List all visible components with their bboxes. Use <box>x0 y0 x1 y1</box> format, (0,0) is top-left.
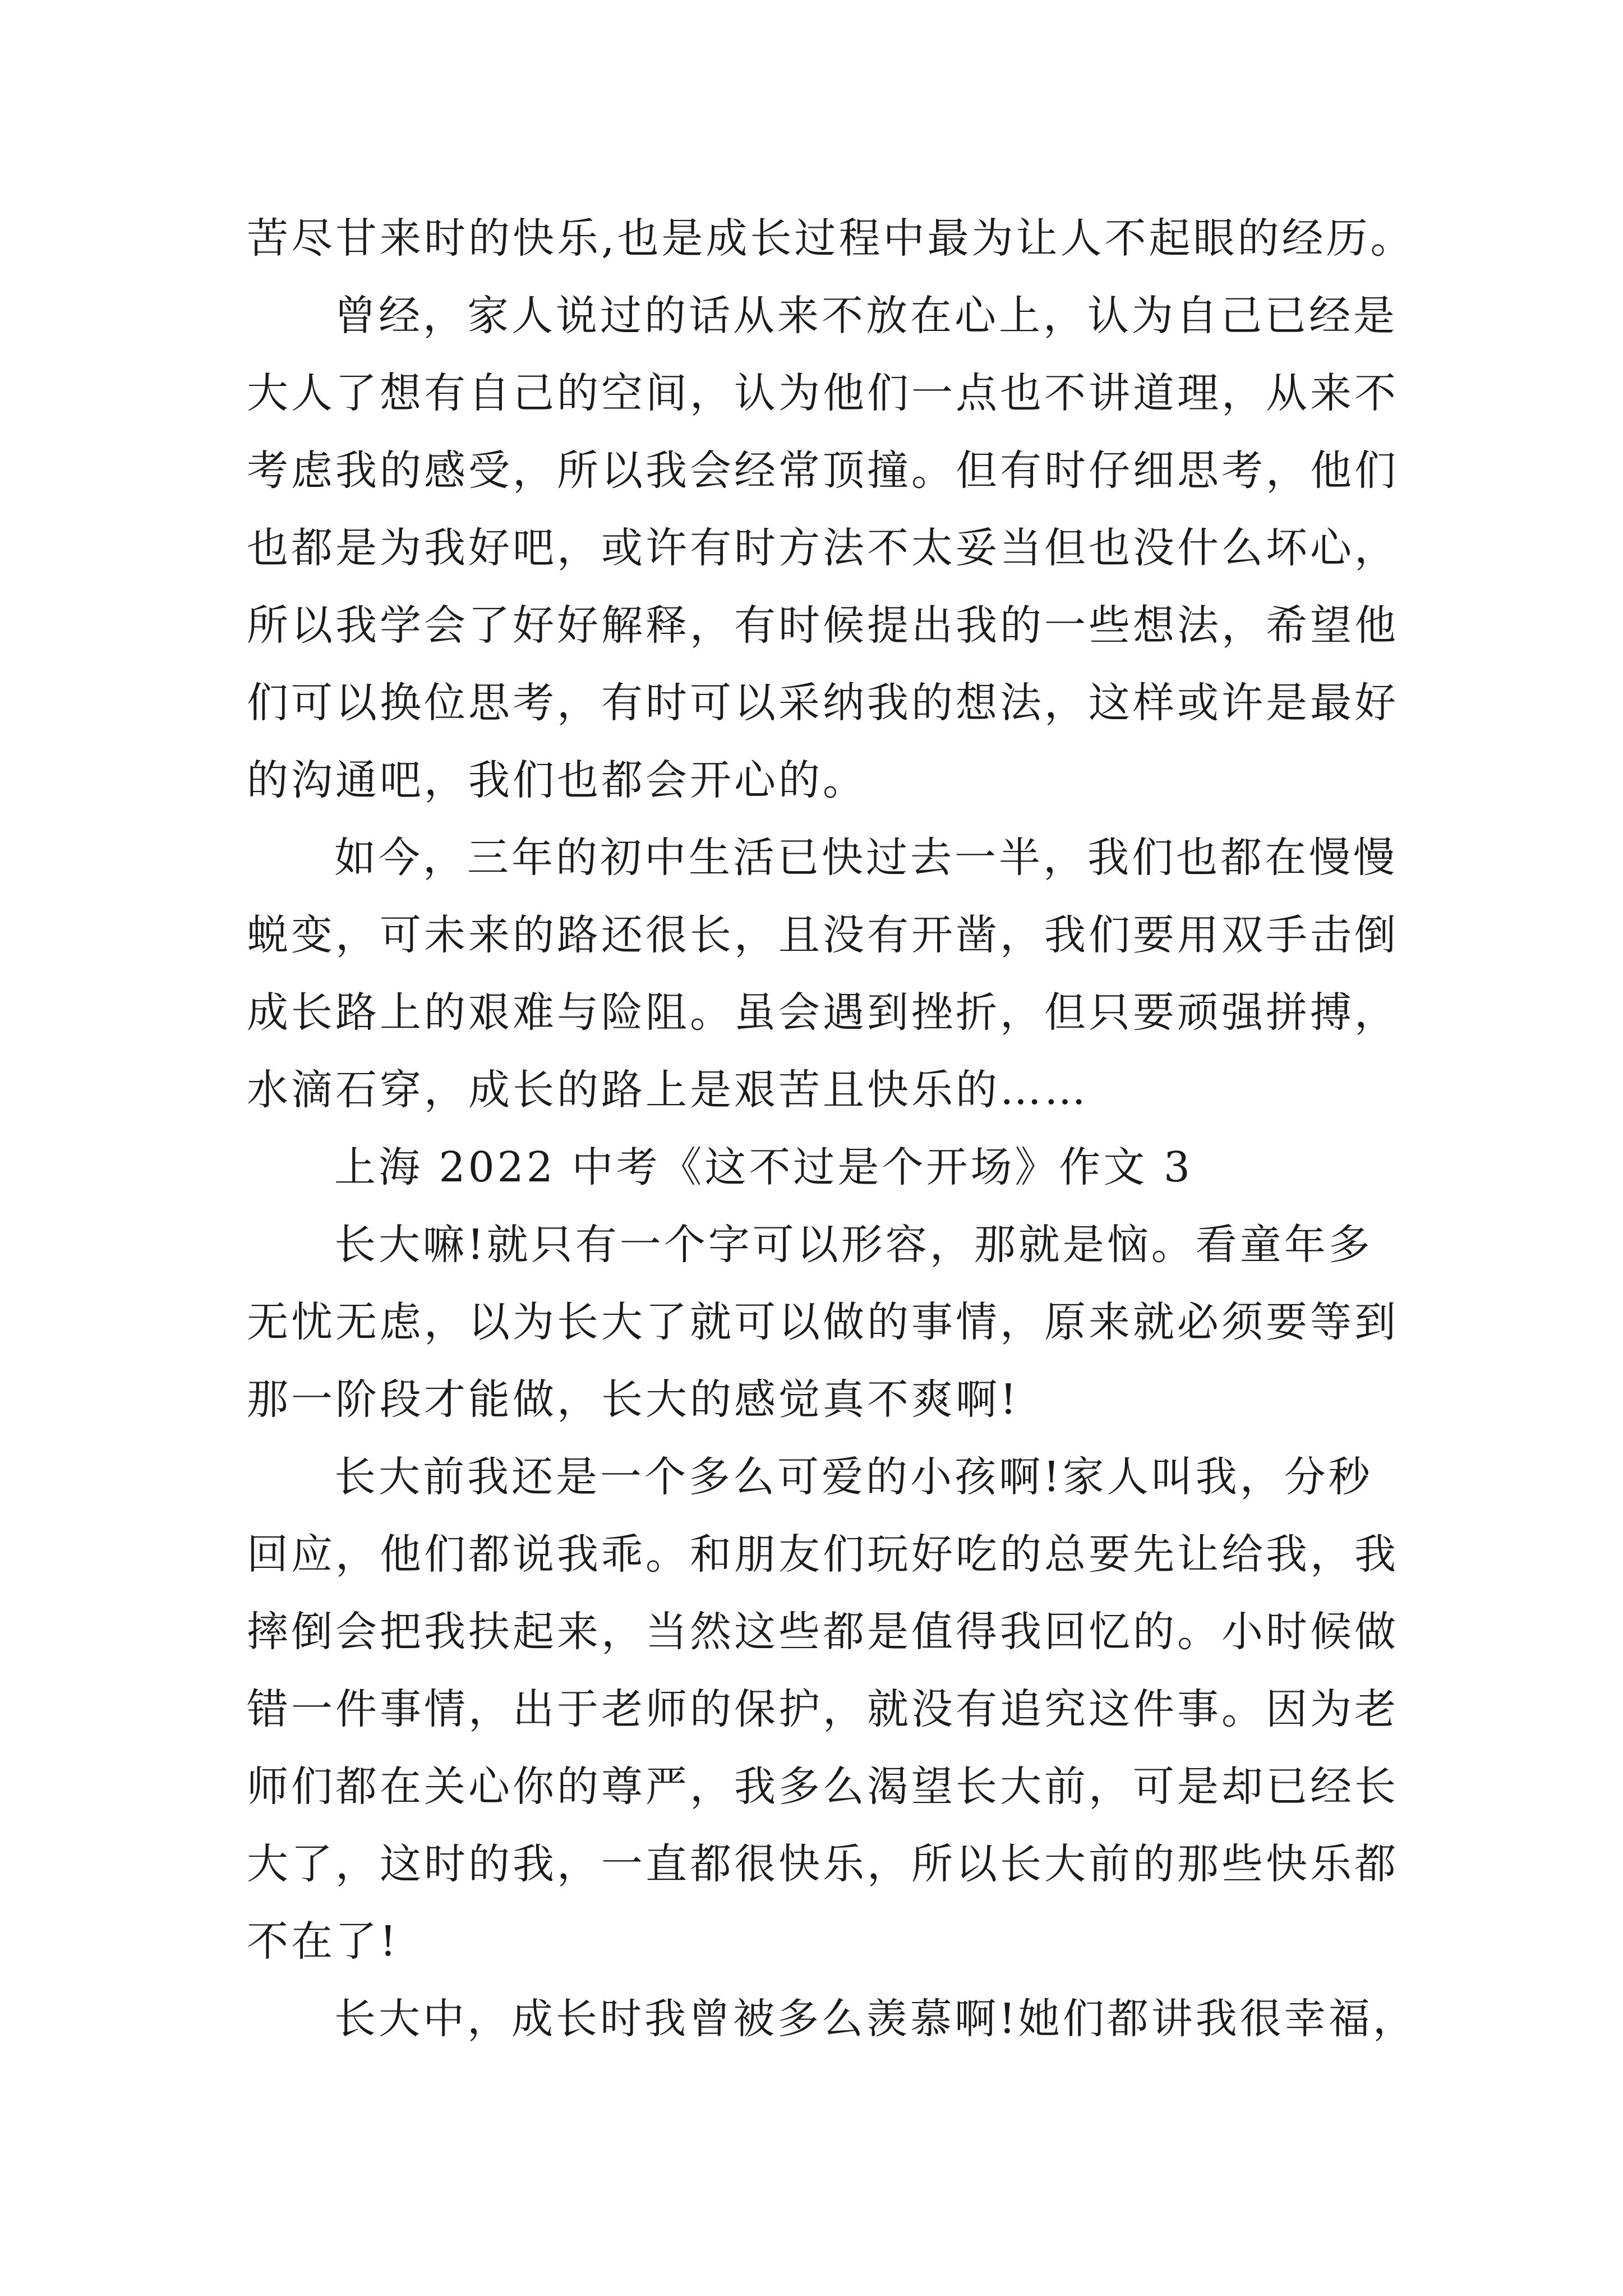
text-line: 水滴石穿，成长的路上是艰苦且快乐的…… <box>247 1066 1089 1114</box>
text-line: 大了，这时的我，一直都很快乐，所以长大前的那些快乐都 <box>247 1840 1399 1888</box>
section-heading: 上海 2022 中考《这不过是个开场》作文 3 <box>334 1143 1193 1191</box>
text-line: 大人了想有自己的空间，认为他们一点也不讲道理，从来不 <box>247 369 1399 417</box>
text-line: 师们都在关心你的尊严，我多么渴望长大前，可是却已经长 <box>247 1763 1399 1811</box>
paragraph-start-line: 曾经，家人说过的话从来不放在心上，认为自己已经是 <box>334 292 1398 340</box>
text-line: 的沟通吧，我们也都会开心的。 <box>247 756 867 804</box>
text-line: 蜕变，可未来的路还很长，且没有开凿，我们要用双手击倒 <box>247 911 1399 959</box>
paragraph-start-line: 长大嘛!就只有一个字可以形容，那就是恼。看童年多 <box>334 1221 1373 1269</box>
text-line: 们可以换位思考，有时可以采纳我的想法，这样或许是最好 <box>247 679 1399 727</box>
text-line: 所以我学会了好好解释，有时候提出我的一些想法，希望他 <box>247 601 1399 650</box>
text-line: 错一件事情，出于老师的保护，就没有追究这件事。因为老 <box>247 1685 1399 1733</box>
text-line: 回应，他们都说我乖。和朋友们玩好吃的总要先让给我，我 <box>247 1530 1399 1579</box>
text-line: 苦尽甘来时的快乐,也是成长过程中最为让人不起眼的经历。 <box>247 214 1415 263</box>
paragraph-start-line: 长大前我还是一个多么可爱的小孩啊!家人叫我，分秒 <box>334 1453 1373 1501</box>
text-line: 也都是为我好吧，或许有时方法不太妥当但也没什么坏心， <box>247 524 1399 572</box>
text-line: 不在了! <box>247 1917 399 1966</box>
text-line: 摔倒会把我扶起来，当然这些都是值得我回忆的。小时候做 <box>247 1608 1399 1656</box>
text-line: 成长路上的艰难与险阻。虽会遇到挫折，但只要顽强拼搏， <box>247 988 1399 1037</box>
paragraph-start-line: 如今，三年的初中生活已快过去一半，我们也都在慢慢 <box>334 834 1398 882</box>
paragraph-start-line: 长大中，成长时我曾被多么羡慕啊!她们都讲我很幸福， <box>334 1995 1417 2043</box>
text-line: 考虑我的感受，所以我会经常顶撞。但有时仔细思考，他们 <box>247 447 1399 495</box>
text-line: 无忧无虑，以为长大了就可以做的事情，原来就必须要等到 <box>247 1298 1399 1346</box>
text-line: 那一阶段才能做，长大的感觉真不爽啊! <box>247 1375 1020 1424</box>
